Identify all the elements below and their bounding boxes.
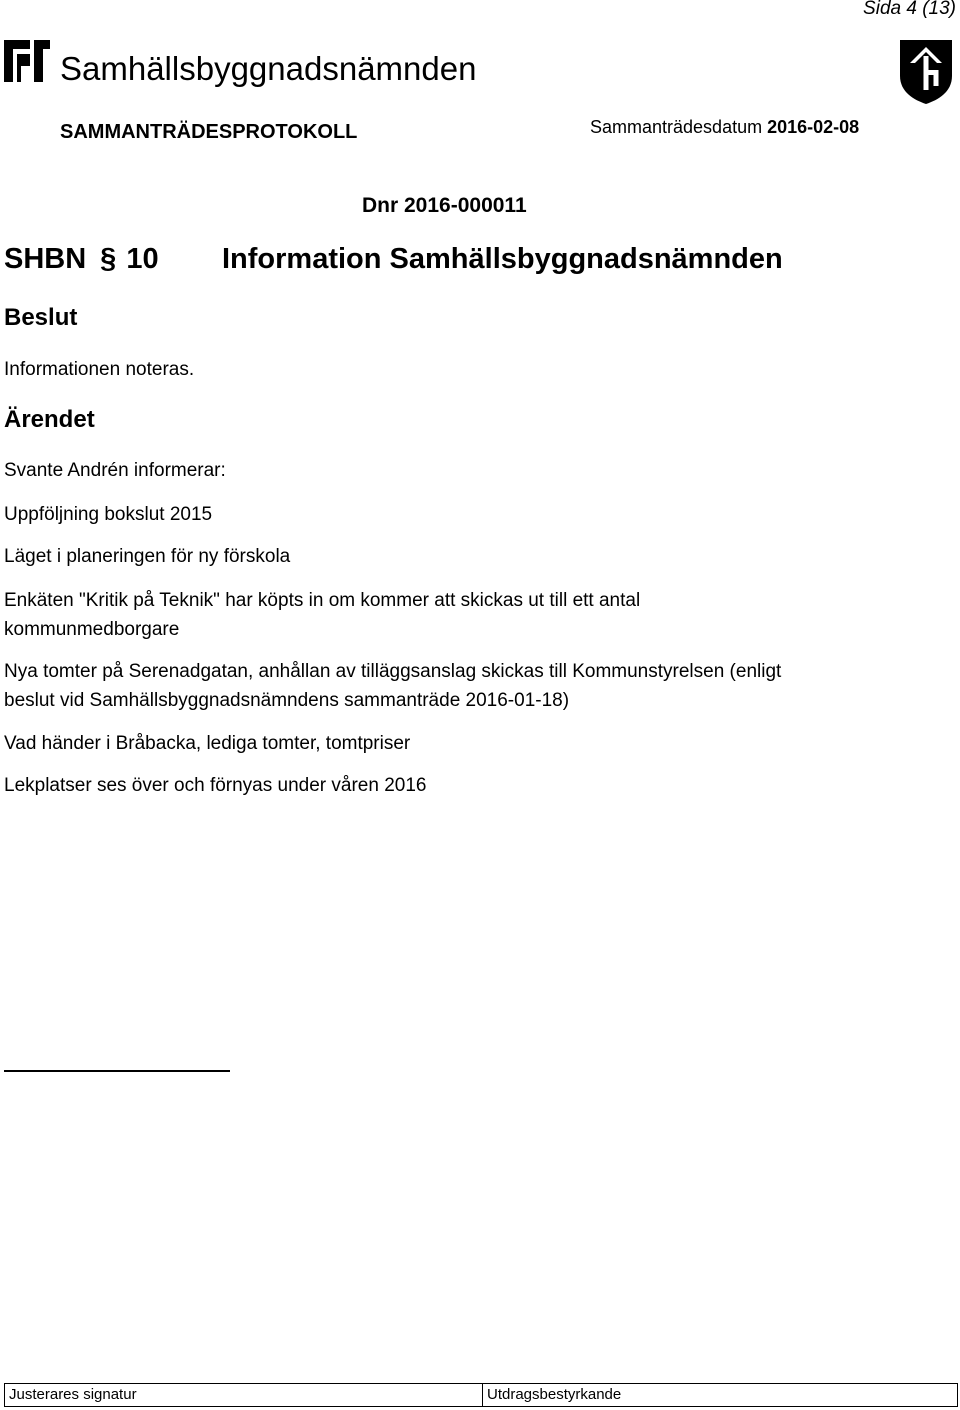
coat-of-arms-icon <box>898 38 954 106</box>
meeting-date <box>590 117 859 138</box>
section-title: Information Samhällsbyggnadsnämnden <box>222 243 783 275</box>
matter-item: Läget i planeringen för ny förskola <box>4 546 291 567</box>
signature-line <box>4 1070 230 1072</box>
municipality-logo-icon <box>4 40 50 82</box>
section-identifier <box>4 243 159 276</box>
matter-intro: Svante Andrén informerar: <box>4 460 226 481</box>
matter-item: Vad händer i Bråbacka, lediga tomter, tomtpriser <box>4 733 411 754</box>
decision-text: Informationen noteras. <box>4 359 195 380</box>
adjuster-signature-field: Justerares signatur <box>5 1384 483 1406</box>
extract-verification-field: Utdragsbestyrkande <box>483 1384 958 1406</box>
matter-item: Uppföljning bokslut 2015 <box>4 504 213 525</box>
matter-item: Enkäten "Kritik på Teknik" har köpts in om kommer att skickas ut till ett antal kommunmedborgare <box>4 590 641 640</box>
matter-item: Nya tomter på Serenadgatan, anhållan av tilläggsanslag skickas till Kommunstyrelsen (enligt beslut vid Samhällsbyggnadsnämndens sammanträde 2016-01-18) <box>4 661 782 711</box>
meeting-date-label: Sammanträdesdatum <box>590 117 763 137</box>
section-number: 10 <box>126 243 159 275</box>
case-number: Dnr 2016-000011 <box>362 194 527 217</box>
meeting-date-value: 2016-02-08 <box>767 117 860 137</box>
page-number: Sida 4 (13) <box>863 0 956 19</box>
footer-signature-table <box>4 1383 958 1407</box>
organization-name: Samhällsbyggnadsnämnden <box>60 50 477 87</box>
paragraph-sign: § <box>100 243 117 275</box>
protocol-label: SAMMANTRÄDESPROTOKOLL <box>60 121 358 143</box>
matter-heading: Ärendet <box>4 406 95 433</box>
decision-heading: Beslut <box>4 304 78 331</box>
matter-item: Lekplatser ses över och förnyas under våren 2016 <box>4 775 427 796</box>
section-prefix: SHBN <box>4 243 87 275</box>
